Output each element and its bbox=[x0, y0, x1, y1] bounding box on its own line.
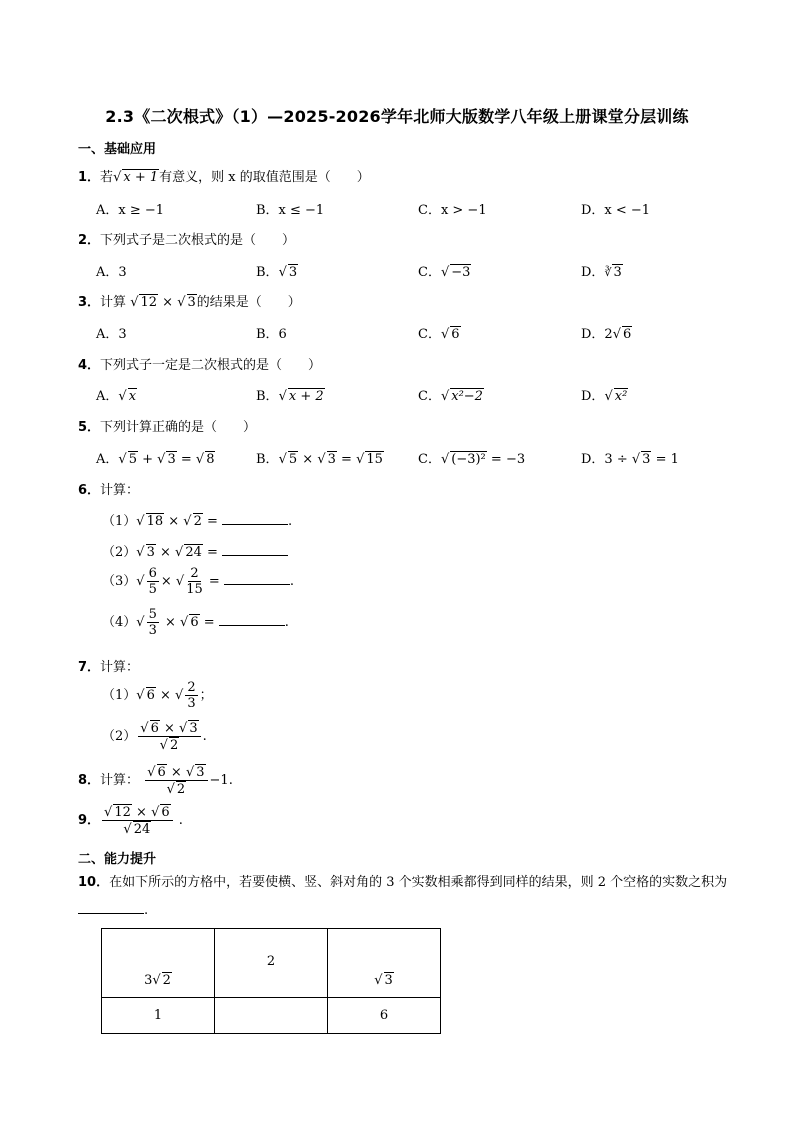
grid-cell: 3 √ 2 bbox=[102, 929, 215, 998]
question-text: 若 bbox=[100, 170, 114, 185]
option-b: B．x ≤ −1 bbox=[256, 203, 325, 218]
question-number: 5． bbox=[78, 420, 101, 435]
option-d: D．√ x² bbox=[581, 389, 628, 404]
question-8: 8．计算： $\frac{√ 6 \times √ 3}{√ 2}$ −1. bbox=[78, 765, 233, 797]
question-1: 1．若√ x + 1有意义，则 x 的取值范围是（ ） bbox=[78, 170, 370, 185]
question-10: 10．在如下所示的方格中，若要使横、竖、斜对角的 3 个实数相乘都得到同样的结果，则 2 个空格的实数之积为. bbox=[78, 875, 728, 918]
option-c: C．√ x²−2 bbox=[418, 389, 483, 404]
question-number: 9． bbox=[78, 813, 101, 828]
option-b: B．√ x + 2 bbox=[256, 389, 324, 404]
grid-cell: √ 3 bbox=[328, 929, 441, 998]
option-b: B．√ 3 bbox=[256, 265, 298, 280]
answer-blank[interactable] bbox=[224, 572, 290, 585]
grid-cell: 6 bbox=[328, 998, 441, 1034]
question-text: 有意义，则 x 的取值范围是（ ） bbox=[159, 170, 370, 185]
document-title: 2.3《二次根式》（1）—2025-2026学年北师大版数学八年级上册课堂分层训练 bbox=[105, 107, 689, 126]
subquestion-7-2: （2） $\frac{√ 6 \times √ 3}{√ 2}$ . bbox=[102, 721, 207, 753]
option-a: A．√ x bbox=[96, 389, 137, 404]
option-c: C．x > −1 bbox=[418, 203, 487, 218]
radicand: x + 1 bbox=[123, 170, 159, 185]
question-4: 4．下列式子一定是二次根式的是（ ） bbox=[78, 358, 322, 373]
grid-cell: 2 bbox=[215, 929, 328, 998]
option-a: A．x ≥ −1 bbox=[96, 203, 165, 218]
option-c: C．√ 6 bbox=[418, 327, 460, 342]
option-d: D．3 ÷ √ 3 = 1 bbox=[581, 452, 679, 467]
question-number: 6． bbox=[78, 483, 101, 498]
question-number: 8． bbox=[78, 773, 101, 788]
option-a: A．√ 5 + √ 3 = √ 8 bbox=[96, 452, 215, 467]
subquestion-6-2: （2）√ 3 × √ 24 = bbox=[102, 541, 288, 560]
question-2 bbox=[78, 229, 295, 248]
option-d: D．∛ 3 bbox=[581, 265, 622, 280]
answer-blank[interactable] bbox=[222, 512, 288, 525]
option-d: D．2√ 6 bbox=[581, 327, 632, 342]
question-number: 7． bbox=[78, 660, 101, 675]
question-number: 3． bbox=[78, 295, 101, 310]
option-a: A．3 bbox=[96, 265, 127, 280]
subquestion-6-1: （1）√ 18 × √ 2 = . bbox=[102, 514, 293, 529]
subquestion-6-3: （3）√ $\frac{6}{5}$ × √ $\frac{2}{15}$ = . bbox=[102, 566, 295, 597]
answer-blank[interactable] bbox=[78, 901, 144, 914]
question-text: 在如下所示的方格中，若要使横、竖、斜对角的 3 个实数相乘都得到同样的结果，则 2 个空格的实数之积为 bbox=[109, 875, 728, 890]
question-6: 6．计算： bbox=[78, 483, 140, 498]
subquestion-7-1: （1）√ 6 × √ $\frac{2}{3}$ ； bbox=[102, 680, 213, 711]
subquestion-6-4: （4）√ $\frac{5}{3}$ × √ 6 = . bbox=[102, 607, 289, 638]
magic-square-grid bbox=[101, 928, 441, 1034]
option-b: B．√ 5 × √ 3 = √ 15 bbox=[256, 452, 383, 467]
question-text: 下列式子是二次根式的是（ ） bbox=[100, 233, 296, 248]
answer-blank[interactable] bbox=[222, 543, 288, 556]
section-heading-advanced: 二、能力提升 bbox=[78, 852, 157, 867]
question-number: 10． bbox=[78, 875, 110, 890]
question-7: 7．计算： bbox=[78, 660, 140, 675]
option-b: B．6 bbox=[256, 327, 287, 342]
option-d: D．x < −1 bbox=[581, 203, 651, 218]
question-9: 9． $\frac{√ 12 \times √ 6}{√ 24}$ . bbox=[78, 805, 183, 837]
grid-cell-empty bbox=[215, 998, 328, 1034]
question-number: 2． bbox=[78, 233, 101, 248]
option-a: A．3 bbox=[96, 327, 127, 342]
question-5: 5．下列计算正确的是（ ） bbox=[78, 420, 257, 435]
answer-blank[interactable] bbox=[219, 613, 285, 626]
question-number: 4． bbox=[78, 358, 101, 373]
section-heading-basic: 一、基础应用 bbox=[78, 142, 157, 157]
question-3: 3．计算 √ 12 × √ 3的结果是（ ） bbox=[78, 295, 301, 310]
option-c: C．√ −3 bbox=[418, 265, 471, 280]
option-c: C．√ (−3)² = −3 bbox=[418, 452, 526, 467]
grid-cell: 1 bbox=[102, 998, 215, 1034]
question-number: 1． bbox=[78, 170, 101, 185]
